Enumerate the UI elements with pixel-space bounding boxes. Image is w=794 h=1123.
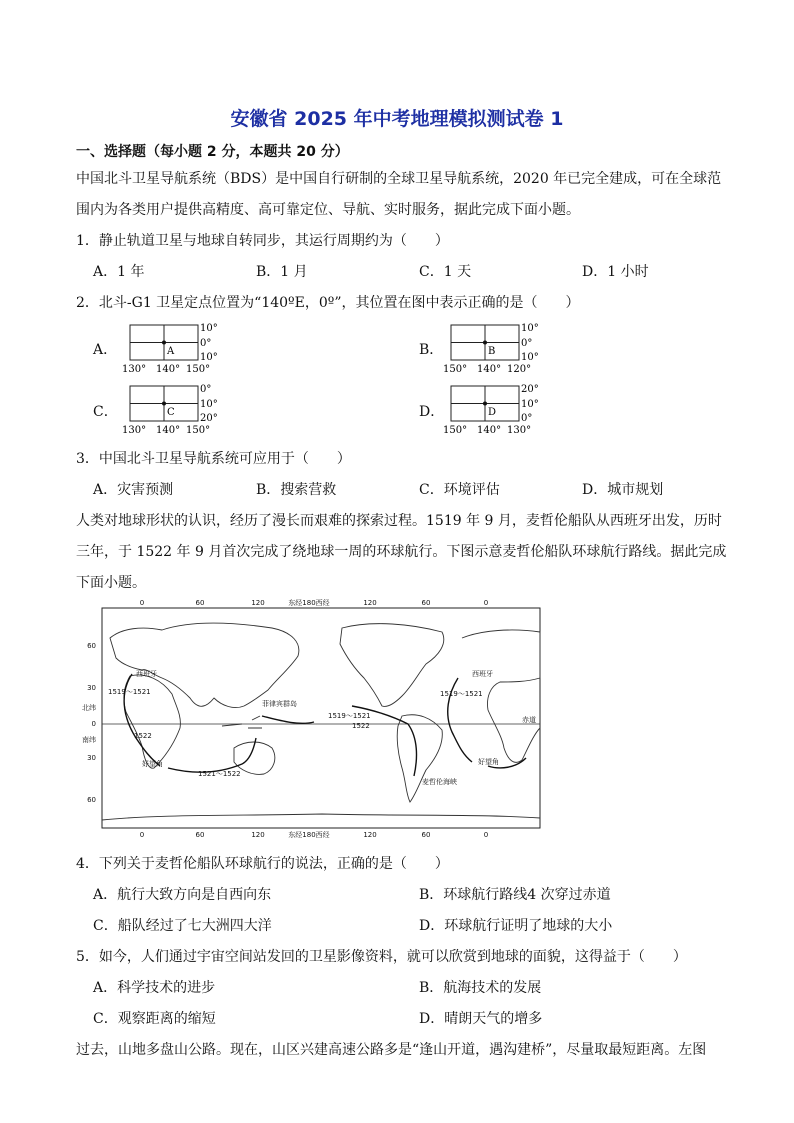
grid-a-letter: A (167, 346, 175, 357)
map-left-tick-7: 60 (87, 796, 96, 804)
q5-option-a[interactable]: A．科学技术的进步 (93, 980, 216, 996)
q3-option-c[interactable]: C．环境评估 (419, 482, 500, 498)
question-1-stem: 1．静止轨道卫星与地球自转同步，其运行周期约为（ ） (76, 233, 449, 249)
map-bottom-tick-6: 60 (421, 831, 431, 839)
label-1519-1521-right: 1519～1521 (440, 690, 483, 698)
grid-c-letter: C (167, 407, 175, 418)
grid-b-lat-bottom: 10° (521, 352, 539, 363)
grid-diagram-c (122, 383, 232, 435)
magellan-route-map (82, 598, 552, 839)
q2-option-c-label[interactable]: C． (93, 404, 118, 420)
intro2-line3: 下面小题。 (76, 575, 146, 591)
map-bottom-tick-1: 0 (139, 831, 145, 839)
grid-d-lat-mid: 10° (521, 399, 539, 410)
label-1522-left: 1522 (134, 732, 152, 740)
grid-d-letter: D (488, 407, 497, 418)
grid-c-lat-top: 0° (200, 384, 212, 395)
map-left-tick-3: 北纬 (82, 704, 96, 712)
grid-a-lat-top: 10° (200, 323, 218, 334)
grid-a-lon-right: 150° (186, 364, 211, 375)
grid-b-lon-mid: 140° (477, 364, 502, 375)
q4-option-c[interactable]: C．船队经过了七大洲四大洋 (93, 918, 272, 934)
map-left-tick-6: 30 (87, 754, 96, 762)
map-top-tick-5: 120 (363, 599, 377, 607)
q2-option-b-label[interactable]: B． (419, 342, 444, 358)
label-cape-left: 好望角 (142, 760, 163, 768)
grid-diagram-d (443, 383, 553, 435)
map-bottom-tick-4: 东经180西经 (288, 831, 330, 839)
q5-option-b[interactable]: B．航海技术的发展 (419, 980, 542, 996)
grid-d-lon-mid: 140° (477, 425, 502, 436)
grid-diagram-a (122, 322, 232, 374)
question-4-stem: 4．下列关于麦哲伦船队环球航行的说法，正确的是（ ） (76, 856, 449, 872)
label-magellan-strait: 麦哲伦海峡 (422, 778, 457, 786)
map-bottom-tick-7: 0 (483, 831, 489, 839)
grid-a-lon-mid: 140° (156, 364, 181, 375)
q4-option-d[interactable]: D．环球航行证明了地球的大小 (419, 918, 613, 934)
label-philippines: 菲律宾群岛 (262, 700, 297, 708)
q3-option-d[interactable]: D．城市规划 (582, 482, 664, 498)
map-bottom-tick-3: 120 (251, 831, 265, 839)
grid-b-lat-top: 10° (521, 323, 539, 334)
q5-option-c[interactable]: C．观察距离的缩短 (93, 1011, 216, 1027)
intro2-line1: 人类对地球形状的认识，经历了漫长而艰难的探索过程。1519 年 9 月，麦哲伦船队从西班牙出发，历时 (76, 513, 722, 529)
grid-b-lat-mid: 0° (521, 338, 533, 349)
grid-d-lat-bottom: 0° (521, 413, 533, 424)
q1-option-d[interactable]: D．1 小时 (582, 264, 649, 280)
grid-c-lat-mid: 10° (200, 399, 218, 410)
section-heading: 一、选择题（每小题 2 分，本题共 20 分） (76, 144, 349, 160)
grid-d-lon-right: 130° (507, 425, 532, 436)
label-cape-right: 好望角 (478, 758, 499, 766)
q4-option-a[interactable]: A．航行大致方向是自西向东 (93, 887, 272, 903)
map-top-tick-2: 60 (195, 599, 205, 607)
map-top-tick-4: 东经180西经 (288, 599, 330, 607)
grid-a-lat-mid: 0° (200, 338, 212, 349)
q5-option-d[interactable]: D．晴朗天气的增多 (419, 1011, 543, 1027)
intro1-line2: 围内为各类用户提供高精度、高可靠定位、导航、实时服务，据此完成下面小题。 (76, 202, 580, 218)
page-title: 安徽省 2025 年中考地理模拟测试卷 1 (230, 108, 564, 130)
grid-c-lon-left: 130° (122, 425, 147, 436)
grid-c-lat-bottom: 20° (200, 413, 218, 424)
grid-b-letter: B (488, 346, 496, 357)
grid-d-lon-left: 150° (443, 425, 468, 436)
map-top-tick-1: 0 (139, 599, 145, 607)
map-top-tick-6: 60 (421, 599, 431, 607)
map-bottom-tick-2: 60 (195, 831, 205, 839)
label-1521-mid: 1522 (352, 722, 370, 730)
grid-b-lon-left: 150° (443, 364, 468, 375)
map-top-tick-7: 0 (483, 599, 489, 607)
label-spain-right: 西班牙 (472, 670, 493, 678)
label-1521-1522: 1521～1522 (198, 770, 241, 778)
map-left-tick-5: 南纬 (82, 736, 96, 744)
map-left-tick-1: 60 (87, 642, 96, 650)
intro1-line1: 中国北斗卫星导航系统（BDS）是中国自行研制的全球卫星导航系统，2020 年已完全建成，可在全球范 (76, 171, 722, 187)
grid-diagram-b (443, 322, 553, 374)
label-spain-left: 西班牙 (136, 670, 157, 678)
q3-option-b[interactable]: B．搜索营救 (256, 482, 337, 498)
grid-a-lat-bottom: 10° (200, 352, 218, 363)
intro3-line1: 过去，山地多盘山公路。现在，山区兴建高速公路多是“逢山开道，遇沟建桥”，尽量取最短距离。左图 (76, 1042, 707, 1058)
q1-option-b[interactable]: B．1 月 (256, 264, 308, 280)
q1-option-a[interactable]: A．1 年 (93, 264, 145, 280)
q2-option-d-label[interactable]: D． (419, 404, 445, 420)
grid-c-lon-right: 150° (186, 425, 211, 436)
map-top-tick-3: 120 (251, 599, 265, 607)
grid-c-lon-mid: 140° (156, 425, 181, 436)
map-left-tick-2: 30 (87, 684, 96, 692)
q4-option-b[interactable]: B．环球航行路线4 次穿过赤道 (419, 887, 611, 903)
grid-d-lat-top: 20° (521, 384, 539, 395)
grid-b-lon-right: 120° (507, 364, 532, 375)
label-1519-1521-left: 1519～1521 (108, 688, 151, 696)
grid-a-lon-left: 130° (122, 364, 147, 375)
question-5-stem: 5．如今，人们通过宇宙空间站发回的卫星影像资料，就可以欣赏到地球的面貌，这得益于（ ） (76, 949, 687, 965)
q3-option-a[interactable]: A．灾害预测 (93, 482, 174, 498)
label-1519-1521-mid: 1519～1521 (328, 712, 371, 720)
question-3-stem: 3．中国北斗卫星导航系统可应用于（ ） (76, 451, 351, 467)
question-2-stem: 2．北斗-G1 卫星定点位置为“140ºE，0º”，其位置在图中表示正确的是（ ） (76, 295, 580, 311)
q2-option-a-label[interactable]: A． (93, 342, 118, 358)
q1-option-c[interactable]: C．1 天 (419, 264, 472, 280)
map-left-tick-4: 0 (91, 720, 96, 728)
label-equator: 赤道 (522, 716, 536, 724)
intro2-line2: 三年，于 1522 年 9 月首次完成了绕地球一周的环球航行。下图示意麦哲伦船队环球航行路线。据此完成 (76, 544, 727, 560)
map-bottom-tick-5: 120 (363, 831, 377, 839)
